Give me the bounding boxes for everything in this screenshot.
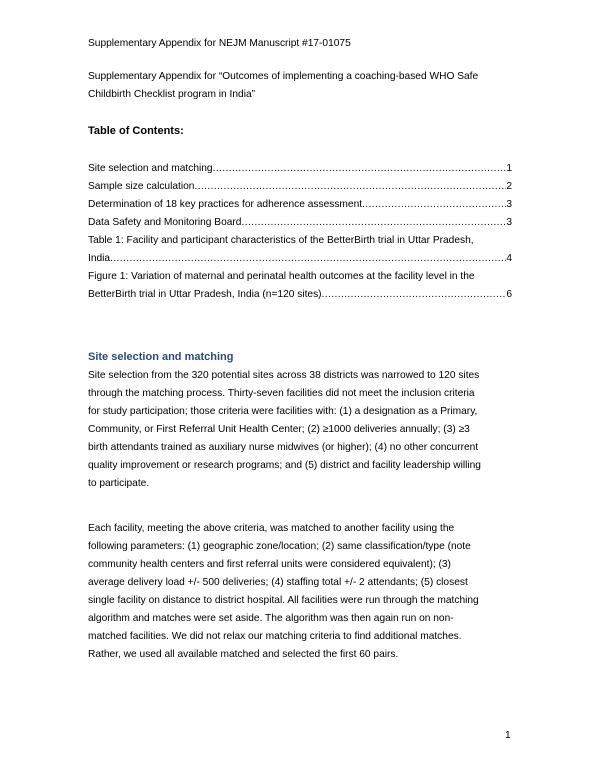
toc-entry-page: 3 <box>506 217 512 228</box>
toc-leader-dots <box>322 286 507 304</box>
paragraph-line: average delivery load +/- 500 deliveries; (4) staffing total +/- 2 attendants; (5) closest <box>88 577 468 588</box>
toc-entry-dsmb[interactable] <box>88 214 512 232</box>
paragraph-line: community health centers and first referral units were considered equivalent); (3) <box>88 559 451 570</box>
toc-entry-sample-size[interactable] <box>88 178 512 196</box>
paragraph-line: through the matching process. Thirty-seven facilities did not meet the inclusion criteria <box>88 388 475 399</box>
toc-leader-dots <box>194 178 506 196</box>
document-title-line-2: Childbirth Checklist program in India” <box>88 89 256 100</box>
paragraph-line: single facility on distance to district hospital. All facilities were run through the matching <box>88 595 479 606</box>
paragraph-matching <box>88 520 518 664</box>
toc-entry-label: Sample size calculation <box>88 181 195 192</box>
paragraph-line: birth attendants trained as auxiliary nurse midwives (or higher); (4) no other concurrent <box>88 442 479 453</box>
paragraph-line: Each facility, meeting the above criteria, was matched to another facility using the <box>88 523 455 534</box>
toc-entry-page: 1 <box>506 163 512 174</box>
toc-heading: Table of Contents: <box>88 125 184 137</box>
toc-entry-table1-line1[interactable] <box>88 232 512 250</box>
page-number: 1 <box>505 730 511 741</box>
toc-entry-page: 3 <box>506 199 512 210</box>
paragraph-line: quality improvement or research programs; and (5) district and facility leadership willing <box>88 460 481 471</box>
toc-entry-label: BetterBirth trial in Uttar Pradesh, India (n=120 sites) <box>88 289 322 300</box>
toc-entry-page: 6 <box>506 289 512 300</box>
running-header: Supplementary Appendix for NEJM Manuscript #17-01075 <box>88 38 351 49</box>
toc-entry-page: 4 <box>506 253 512 264</box>
document-title-line-1: Supplementary Appendix for “Outcomes of implementing a coaching-based WHO Safe <box>88 71 479 82</box>
toc-entry-key-practices[interactable] <box>88 196 512 214</box>
toc-entry-label: Figure 1: Variation of maternal and perinatal health outcomes at the facility level in the <box>88 271 475 282</box>
toc-entry-figure1-line2[interactable] <box>88 286 512 304</box>
toc-entry-label: India <box>88 253 111 264</box>
paragraph-line: following parameters: (1) geographic zone/location; (2) same classification/type (note <box>88 541 471 552</box>
toc-leader-dots <box>110 250 506 268</box>
paragraph-site-selection <box>88 367 518 493</box>
section-heading: Site selection and matching <box>88 351 234 363</box>
toc-entry-figure1-line1[interactable] <box>88 268 512 286</box>
paragraph-line: Site selection from the 320 potential sites across 38 districts was narrowed to 120 sites <box>88 370 480 381</box>
toc-entry-label: Table 1: Facility and participant characteristics of the BetterBirth trial in Uttar Pradesh, <box>88 235 474 246</box>
toc-entry-table1-line2[interactable] <box>88 250 512 268</box>
paragraph-line: matched facilities. We did not relax our matching criteria to find additional matches. <box>88 631 462 642</box>
toc-entry-label: Determination of 18 key practices for adherence assessment <box>88 199 363 210</box>
paragraph-line: to participate. <box>88 478 150 489</box>
toc-leader-dots <box>213 160 507 178</box>
toc-entry-page: 2 <box>506 181 512 192</box>
toc-leader-dots <box>241 214 506 232</box>
toc-entry-label: Site selection and matching <box>88 163 213 174</box>
toc-entry-site-selection[interactable] <box>88 160 512 178</box>
toc-leader-dots <box>362 196 506 214</box>
toc-entry-label: Data Safety and Monitoring Board <box>88 217 242 228</box>
paragraph-line: Community, or First Referral Unit Health Center; (2) ≥1000 deliveries annually; (3) ≥3 <box>88 424 470 435</box>
paragraph-line: algorithm and matches were set aside. The algorithm was then again run on non- <box>88 613 454 624</box>
paragraph-line: Rather, we used all available matched and selected the first 60 pairs. <box>88 649 399 660</box>
paragraph-line: for study participation; those criteria were facilities with: (1) a designation as a Primary, <box>88 406 478 417</box>
